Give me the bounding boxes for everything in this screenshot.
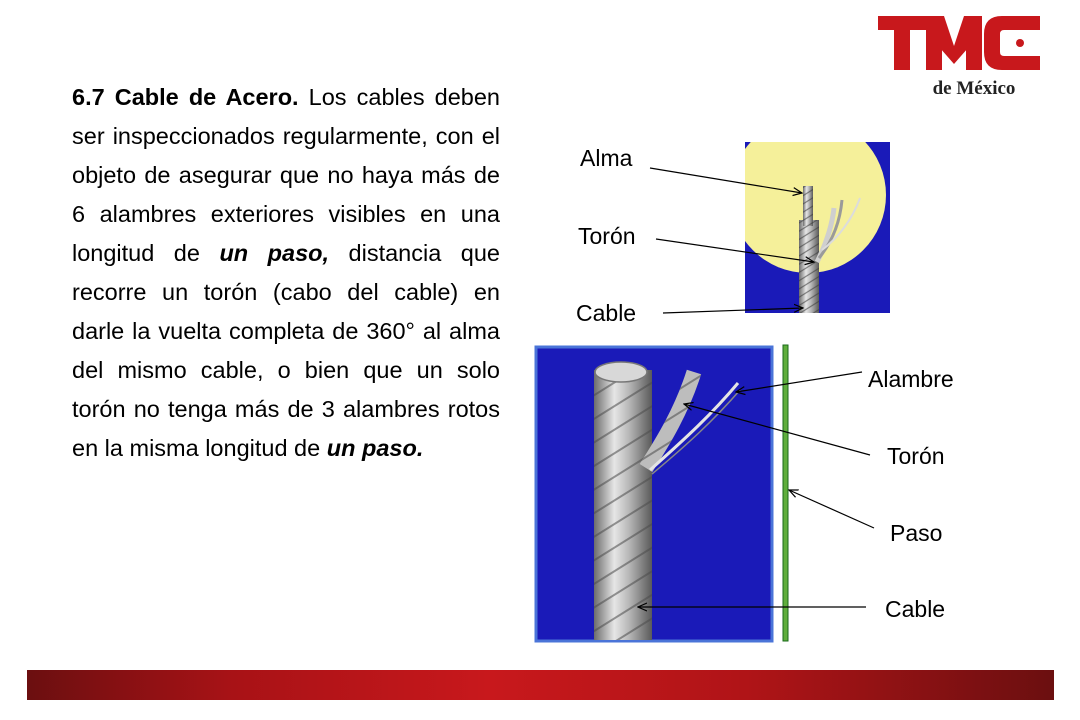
label-alambre: Alambre [868, 366, 954, 392]
paragraph-part-1: Los cables deben ser inspeccionados regularmente, con el objeto de asegurar que no haya más de 6 alambres exteriores visibles en una longitud de [72, 84, 500, 266]
bottom-rope-panel [536, 347, 772, 641]
section-heading: 6.7 Cable de Acero. [72, 84, 299, 110]
label-cable-top: Cable [576, 300, 637, 326]
leader-paso [789, 490, 874, 528]
logo-subtitle: de México [932, 78, 1016, 99]
label-alma: Alma [580, 145, 633, 171]
top-rope-panel [730, 117, 890, 313]
pitch-bar [783, 345, 788, 641]
emphasis-un-paso-2: un paso. [326, 435, 424, 461]
label-toron-top: Torón [578, 223, 636, 249]
label-paso: Paso [890, 520, 943, 546]
label-toron-bottom: Torón [887, 443, 945, 469]
footer-bar [27, 670, 1054, 700]
paragraph-part-2: distancia que recorre un torón (cabo del cable) en darle la vuelta completa de 360° al alma del mismo cable, o bien que un solo torón no tenga más de 3 alambres rotos en la misma longitud de [72, 240, 500, 461]
emphasis-un-paso-1: un paso, [219, 240, 330, 266]
label-cable-bottom: Cable [885, 596, 946, 622]
